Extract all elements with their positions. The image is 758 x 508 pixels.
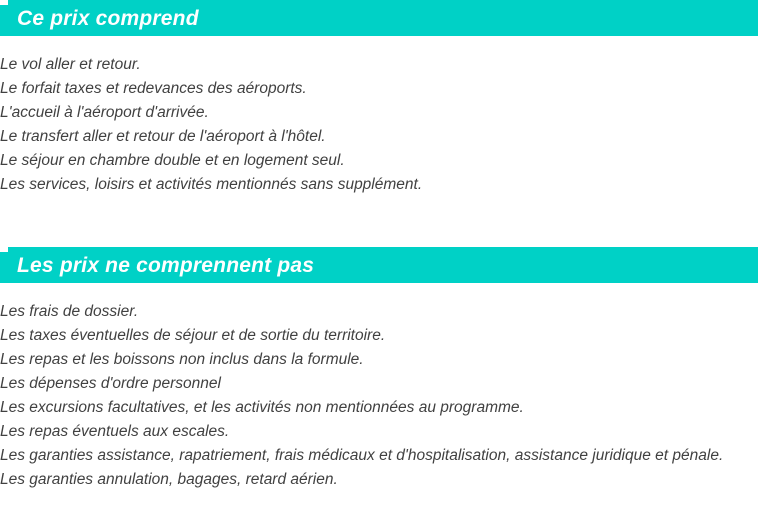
list-item: Les garanties assistance, rapatriement, frais médicaux et d'hospitalisation, assistance juridique et pénale.	[0, 447, 724, 464]
price-excludes-title: Les prix ne comprennent pas	[17, 254, 315, 277]
list-item: Le transfert aller et retour de l'aéroport à l'hôtel.	[0, 128, 326, 145]
list-item: L'accueil à l'aéroport d'arrivée.	[0, 104, 209, 121]
list-item: Le séjour en chambre double et en logement seul.	[0, 152, 345, 169]
list-item: Les excursions facultatives, et les activités non mentionnées au programme.	[0, 399, 524, 416]
list-item: Les garanties annulation, bagages, retard aérien.	[0, 471, 338, 488]
price-excludes-header	[0, 247, 758, 283]
list-item: Les repas éventuels aux escales.	[0, 423, 230, 440]
price-includes-list	[0, 53, 758, 197]
list-item: Les services, loisirs et activités mentionnés sans supplément.	[0, 176, 423, 193]
list-item: Le forfait taxes et redevances des aéroports.	[0, 80, 307, 97]
list-item: Les dépenses d'ordre personnel	[0, 375, 221, 392]
list-item: Les frais de dossier.	[0, 303, 139, 320]
list-item: Le vol aller et retour.	[0, 56, 141, 73]
price-includes-title: Ce prix comprend	[17, 7, 199, 30]
price-includes-header	[0, 0, 758, 36]
list-item: Les repas et les boissons non inclus dans la formule.	[0, 351, 364, 368]
price-excludes-list	[0, 300, 758, 492]
price-includes-section	[0, 0, 758, 197]
price-excludes-section	[0, 247, 758, 492]
list-item: Les taxes éventuelles de séjour et de sortie du territoire.	[0, 327, 386, 344]
